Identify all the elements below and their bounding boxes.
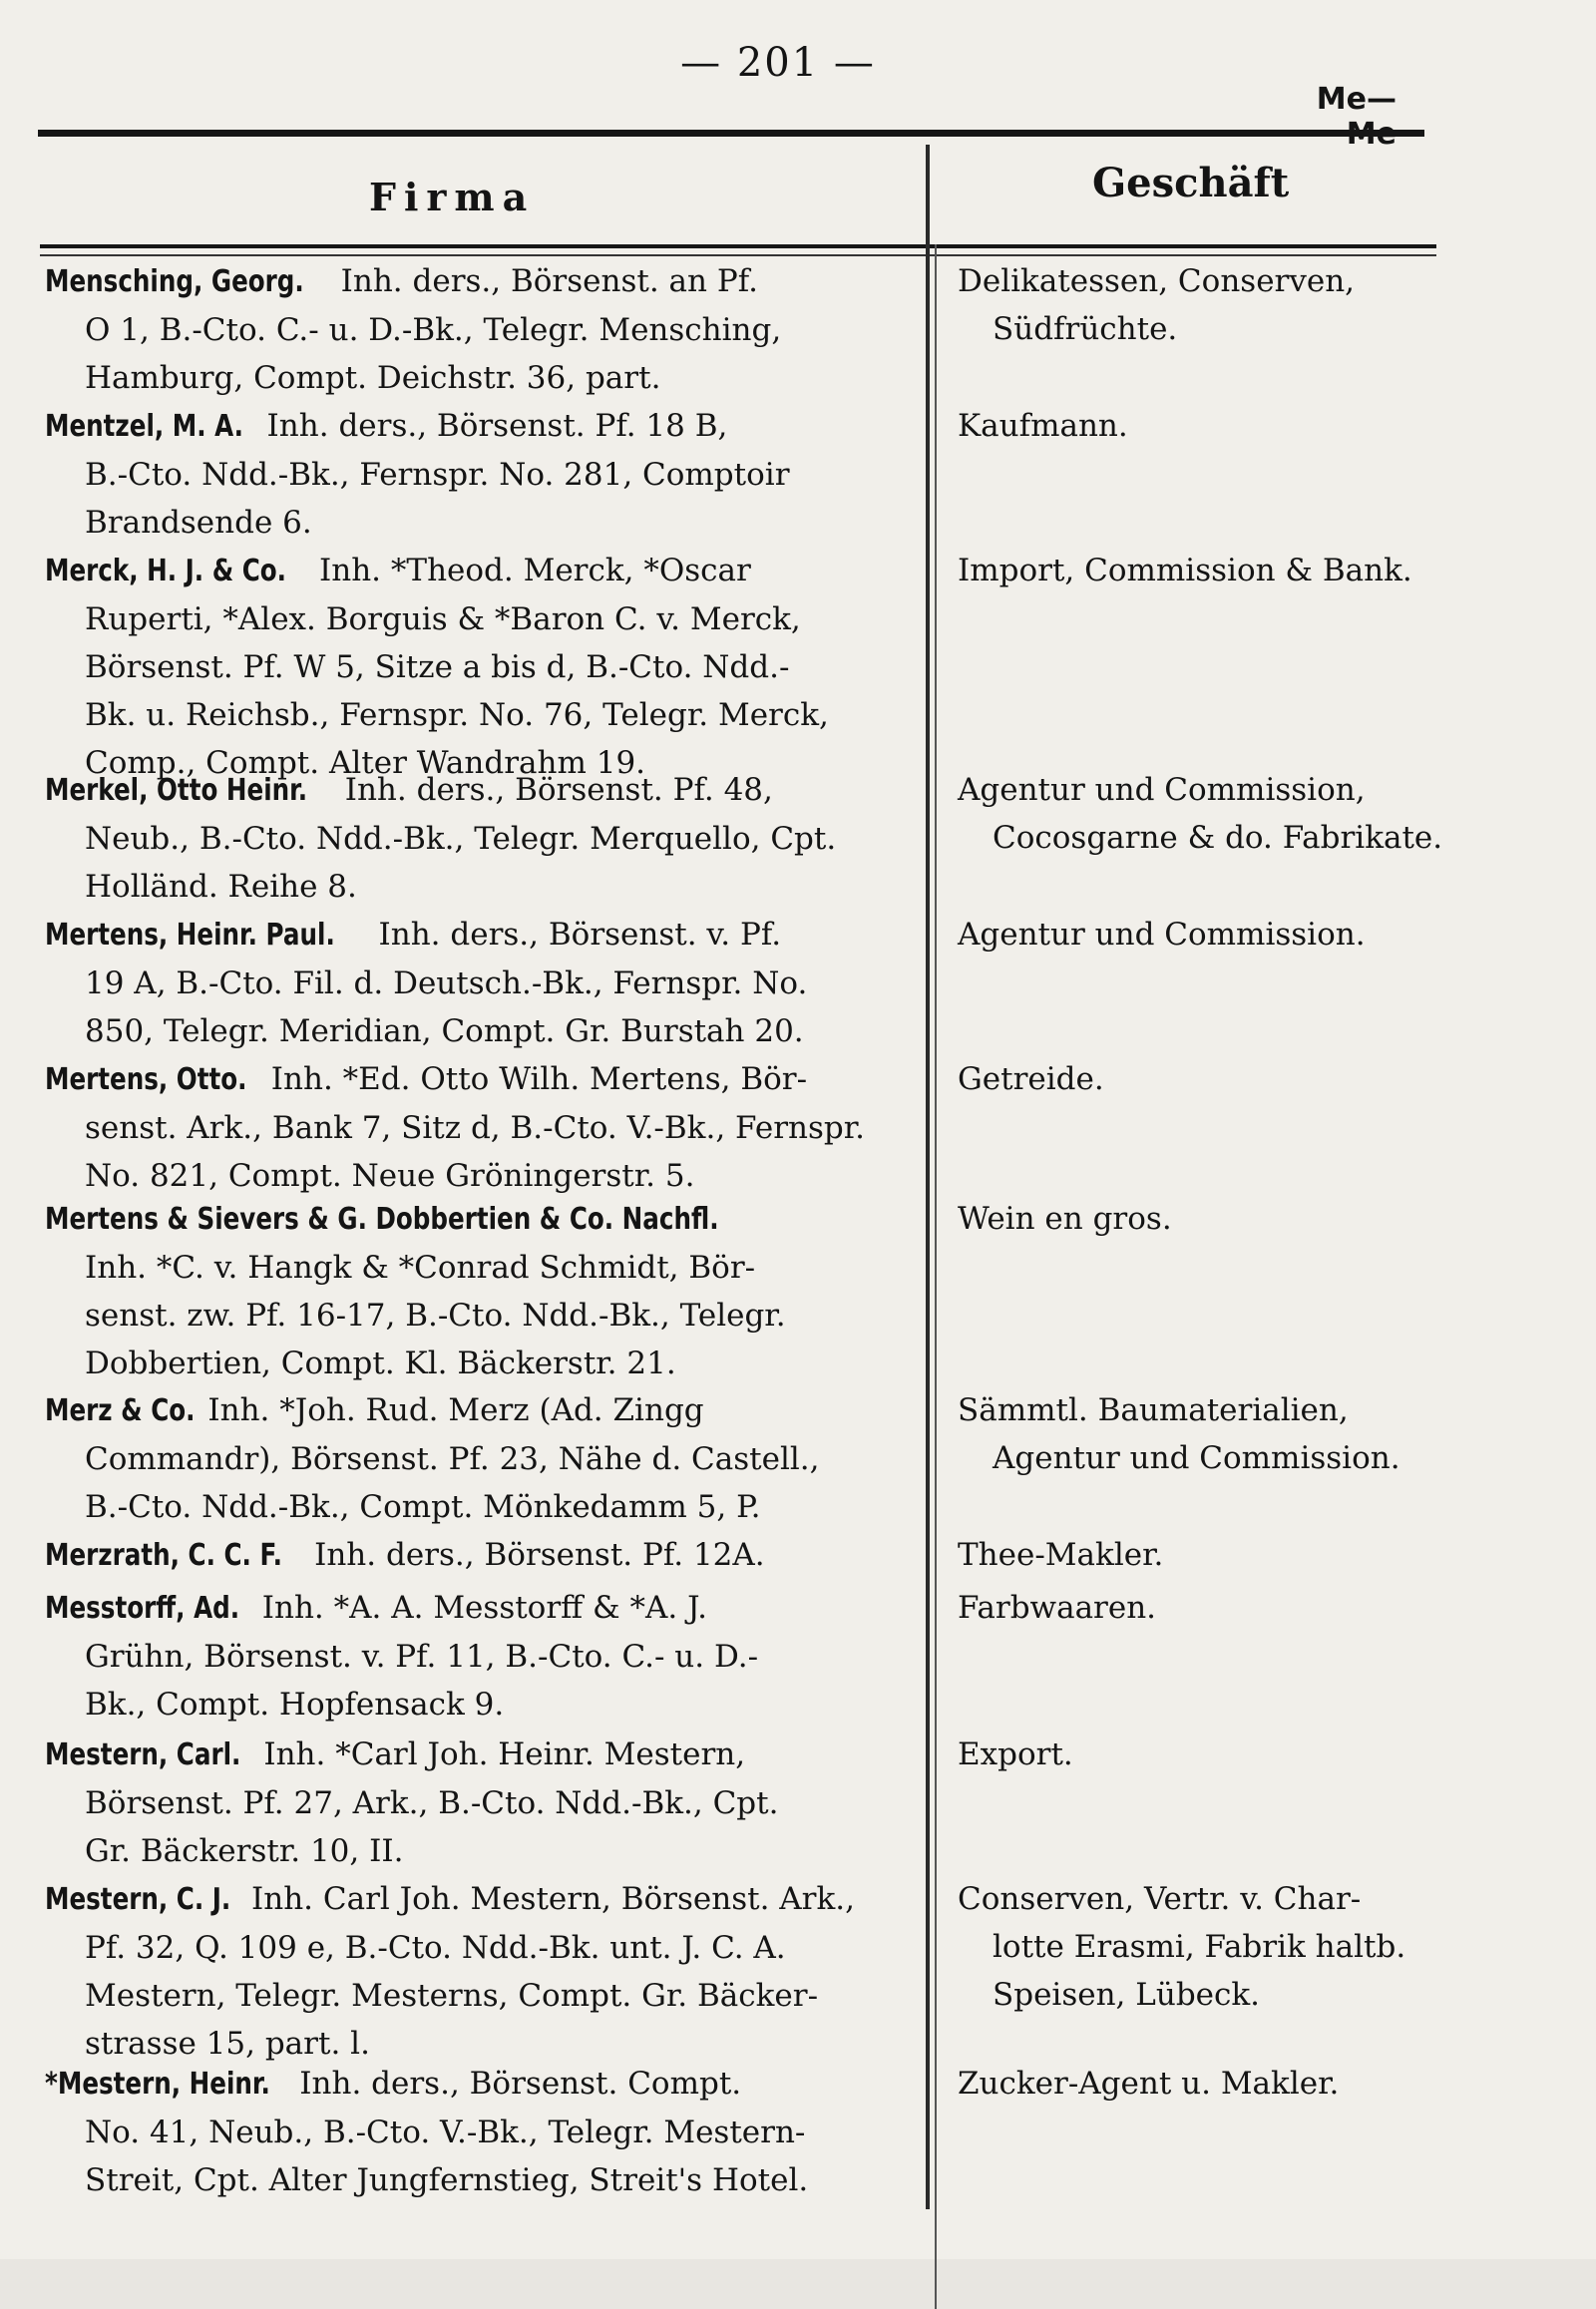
geschaeft-line: Getreide.: [958, 1061, 1104, 1097]
entry-name: Messtorff, Ad.: [45, 1591, 240, 1626]
geschaeft-line: Cocosgarne & do. Fabrikate.: [993, 820, 1443, 856]
entry-line: Grühn, Börsenst. v. Pf. 11, B.-Cto. C.- u. D.-: [85, 1639, 759, 1675]
entry-line: [45, 1195, 923, 1244]
entry-firma: [45, 402, 923, 547]
entry-text: Inh. ders., Börsenst. v. Pf.: [368, 917, 782, 953]
entry-geschaeft: [958, 1055, 1476, 1103]
entry-line: [45, 911, 923, 960]
entry-line: Holländ. Reihe 8.: [85, 869, 357, 905]
entry-line: B.-Cto. Ndd.-Bk., Fernspr. No. 281, Comptoir: [85, 457, 790, 493]
geschaeft-line: Export.: [958, 1736, 1073, 1772]
entry-text: Inh. Carl Joh. Mestern, Börsenst. Ark.,: [241, 1881, 855, 1917]
entry-line: 850, Telegr. Meridian, Compt. Gr. Burstah 20.: [85, 1013, 804, 1049]
geschaeft-line: lotte Erasmi, Fabrik haltb.: [993, 1929, 1406, 1965]
header-rule-thin: [40, 254, 1436, 256]
entry-line: Börsenst. Pf. 27, Ark., B.-Cto. Ndd.-Bk., Cpt.: [85, 1785, 779, 1821]
entry-line: [45, 1584, 923, 1633]
entry-name: Merzrath, C. C. F.: [45, 1538, 282, 1573]
page-number: — 201 —: [680, 40, 876, 86]
entry-firma: [45, 1195, 923, 1387]
entry-text: Inh. *Carl Joh. Heinr. Mestern,: [253, 1736, 746, 1772]
entry-firma: [45, 257, 923, 402]
geschaeft-line: Wein en gros.: [958, 1201, 1172, 1237]
geschaeft-line: Conserven, Vertr. v. Char-: [958, 1881, 1362, 1917]
geschaeft-line: Kaufmann.: [958, 408, 1128, 444]
entry-geschaeft: [958, 766, 1476, 862]
entry-geschaeft: [958, 1531, 1476, 1579]
entry-text: Inh. *Joh. Rud. Merz (Ad. Zingg: [198, 1392, 704, 1428]
entry-line: Börsenst. Pf. W 5, Sitze a bis d, B.-Cto. Ndd.-: [85, 649, 790, 685]
entry-line: Hamburg, Compt. Deichstr. 36, part.: [85, 360, 661, 396]
entry-text: Inh. ders., Börsenst. an Pf.: [330, 263, 758, 299]
entry-name: Mestern, Carl.: [45, 1737, 241, 1772]
entry-firma: [45, 1531, 923, 1580]
entry-geschaeft: [958, 402, 1476, 450]
geschaeft-line: Sämmtl. Baumaterialien,: [958, 1392, 1349, 1428]
geschaeft-line: Speisen, Lübeck.: [993, 1977, 1261, 2013]
entry-firma: [45, 1584, 923, 1729]
entry-geschaeft: [958, 1584, 1476, 1632]
geschaeft-line: Farbwaaren.: [958, 1590, 1157, 1626]
entry-geschaeft: [958, 547, 1476, 594]
entry-name: Mentzel, M. A.: [45, 409, 244, 444]
entry-line: senst. Ark., Bank 7, Sitz d, B.-Cto. V.-Bk., Fernspr.: [85, 1110, 865, 1146]
entry-line: Comp., Compt. Alter Wandrahm 19.: [85, 745, 646, 781]
entry-firma: [45, 547, 923, 787]
entry-line: Neub., B.-Cto. Ndd.-Bk., Telegr. Merquello, Cpt.: [85, 821, 837, 857]
entry-line: Mestern, Telegr. Mesterns, Compt. Gr. Bäcker-: [85, 1978, 819, 2014]
entry-line: [45, 1055, 923, 1104]
entry-geschaeft: [958, 1386, 1476, 1482]
entry-name: Merkel, Otto Heinr.: [45, 773, 308, 808]
entry-line: [45, 1531, 923, 1580]
entry-line: B.-Cto. Ndd.-Bk., Compt. Mönkedamm 5, P.: [85, 1489, 761, 1525]
entry-text: Inh. *Ed. Otto Wilh. Mertens, Bör-: [260, 1061, 808, 1097]
entry-line: [45, 1875, 923, 1924]
entry-line: strasse 15, part. l.: [85, 2026, 370, 2062]
entry-line: Bk. u. Reichsb., Fernspr. No. 76, Telegr. Merck,: [85, 697, 829, 733]
entry-line: senst. zw. Pf. 16-17, B.-Cto. Ndd.-Bk., Telegr.: [85, 1298, 786, 1334]
entry-name: Mertens, Heinr. Paul.: [45, 918, 335, 953]
geschaeft-line: Agentur und Commission.: [958, 917, 1366, 953]
entry-line: Streit, Cpt. Alter Jungfernstieg, Streit's Hotel.: [85, 2162, 809, 2198]
header-rule: [40, 244, 1436, 248]
geschaeft-line: Agentur und Commission.: [993, 1440, 1400, 1476]
entry-line: [45, 1731, 923, 1779]
entry-firma: [45, 766, 923, 911]
column-header-geschaeft: Geschäft: [1092, 160, 1290, 206]
entry-line: Dobbertien, Compt. Kl. Bäckerstr. 21.: [85, 1346, 676, 1381]
entry-name: *Mestern, Heinr.: [45, 2067, 270, 2102]
entry-line: Bk., Compt. Hopfensack 9.: [85, 1687, 505, 1723]
entry-line: [45, 547, 923, 595]
entry-line: [45, 2060, 923, 2109]
entry-firma: [45, 911, 923, 1055]
entry-text: Inh. ders., Börsenst. Compt.: [289, 2066, 742, 2102]
entry-name: Mensching, Georg.: [45, 264, 304, 299]
entry-name: Mestern, C. J.: [45, 1882, 231, 1917]
entry-line: [45, 402, 923, 451]
geschaeft-line: Thee-Makler.: [958, 1537, 1164, 1573]
entry-line: 19 A, B.-Cto. Fil. d. Deutsch.-Bk., Fernspr. No.: [85, 965, 808, 1001]
column-divider: [926, 145, 930, 2209]
entry-line: Ruperti, *Alex. Borguis & *Baron C. v. Merck,: [85, 601, 801, 637]
entry-line: [45, 1386, 923, 1435]
geschaeft-line: Import, Commission & Bank.: [958, 553, 1412, 588]
entry-text: Inh. ders., Börsenst. Pf. 48,: [334, 772, 773, 808]
column-header-firma: Firma: [369, 175, 536, 219]
geschaeft-line: Zucker-Agent u. Makler.: [958, 2066, 1340, 2102]
entry-name: Merz & Co.: [45, 1393, 196, 1428]
entry-line: O 1, B.-Cto. C.- u. D.-Bk., Telegr. Mensching,: [85, 312, 782, 348]
entry-firma: [45, 2060, 923, 2204]
entry-geschaeft: [958, 1195, 1476, 1243]
entry-line: No. 41, Neub., B.-Cto. V.-Bk., Telegr. Mestern-: [85, 2115, 806, 2150]
entry-geschaeft: [958, 257, 1476, 353]
column-divider-thin: [935, 244, 937, 2309]
entry-name: Merck, H. J. & Co.: [45, 554, 287, 588]
entry-line: Brandsende 6.: [85, 505, 312, 541]
entry-line: [45, 766, 923, 815]
running-head: Me—: [1316, 82, 1396, 117]
entry-firma: [45, 1055, 923, 1200]
geschaeft-line: Delikatessen, Conserven,: [958, 263, 1356, 299]
entry-line: No. 821, Compt. Neue Gröningerstr. 5.: [85, 1158, 695, 1194]
entry-geschaeft: [958, 911, 1476, 959]
entry-name: Mertens & Sievers & G. Dobbertien & Co. Nachfl.: [45, 1202, 719, 1237]
entry-firma: [45, 1386, 923, 1531]
entry-firma: [45, 1731, 923, 1875]
entry-line: Gr. Bäckerstr. 10, II.: [85, 1833, 404, 1869]
entry-text: Inh. ders., Börsenst. Pf. 18 B,: [256, 408, 728, 444]
entry-text: Inh. ders., Börsenst. Pf. 12A.: [304, 1537, 765, 1573]
top-rule: [38, 130, 1424, 137]
entry-firma: [45, 1875, 923, 2068]
entry-name: Mertens, Otto.: [45, 1062, 247, 1097]
entry-line: Inh. *C. v. Hangk & *Conrad Schmidt, Bör-: [85, 1250, 756, 1286]
geschaeft-line: Südfrüchte.: [993, 311, 1178, 347]
entry-text: Inh. *A. A. Messtorff & *A. J.: [251, 1590, 707, 1626]
geschaeft-line: Agentur und Commission,: [958, 772, 1366, 808]
entry-geschaeft: [958, 1875, 1476, 2019]
entry-geschaeft: [958, 2060, 1476, 2108]
entry-text: Inh. *Theod. Merck, *Oscar: [309, 553, 751, 588]
entry-geschaeft: [958, 1731, 1476, 1778]
entry-line: Pf. 32, Q. 109 e, B.-Cto. Ndd.-Bk. unt. J. C. A.: [85, 1930, 786, 1966]
entry-line: [45, 257, 923, 306]
entry-line: Commandr), Börsenst. Pf. 23, Nähe d. Castell.,: [85, 1441, 820, 1477]
